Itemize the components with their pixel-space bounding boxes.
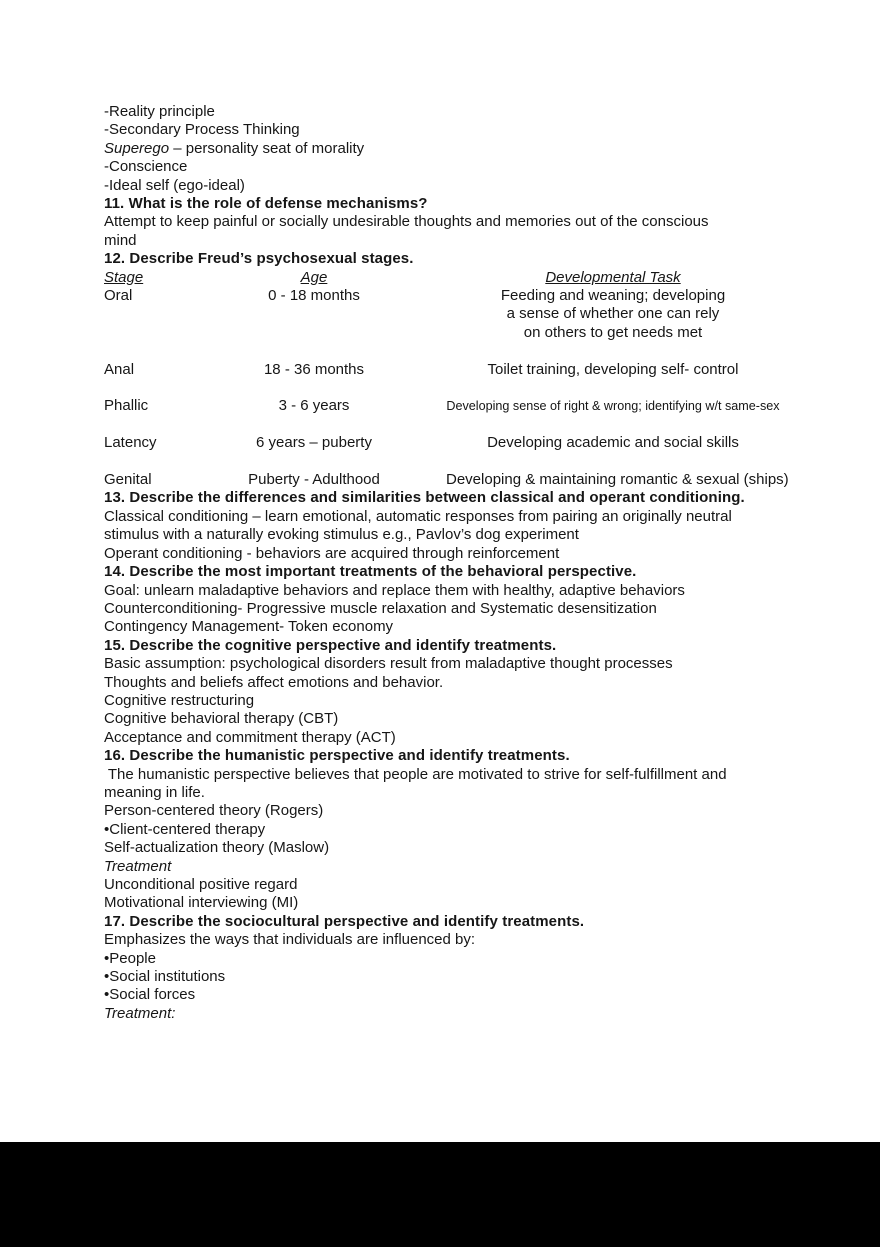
text-segment: -Conscience (104, 158, 188, 176)
age-cell: 0 - 18 months (268, 287, 360, 305)
task-line: Feeding and weaning; developing (500, 287, 726, 305)
answer-14-line-2 (104, 600, 780, 618)
text-segment: 13. Describe the differences and similarities between classical and operant conditioning. (104, 489, 745, 507)
answer-13-line-2 (104, 526, 780, 544)
column-header-age (234, 269, 394, 287)
text-segment: -Ideal self (ego-ideal) (104, 176, 245, 194)
text-segment: meaning in life. (104, 783, 205, 801)
question-12-heading (104, 250, 780, 268)
task-cell (394, 397, 780, 415)
answer-17-bullet-social-institutions (104, 968, 780, 986)
task-line: Developing sense of right & wrong; identifying w/t same-sex (446, 399, 780, 414)
question-13-heading (104, 489, 780, 507)
text-segment: Contingency Management- Token economy (104, 618, 394, 636)
text-segment: -Secondary Process Thinking (104, 121, 300, 139)
answer-16-line-2 (104, 784, 780, 802)
answer-16-bullet-client-centered (104, 821, 780, 839)
text-segment: 17. Describe the sociocultural perspective and identify treatments. (104, 912, 585, 930)
task-line: Developing academic and social skills (487, 434, 739, 452)
task-line: Developing & maintaining romantic & sexual (ships) (446, 471, 789, 489)
id-note-reality-principle (104, 103, 780, 121)
stage-cell: Latency (104, 434, 157, 452)
age-cell: 3 - 6 years (278, 397, 350, 415)
answer-17-treatment-label (104, 1005, 780, 1023)
text-segment: – personality seat of morality (169, 139, 365, 157)
answer-15-line-4 (104, 710, 780, 728)
table-header-row (104, 269, 780, 287)
text-segment: The humanistic perspective believes that people are motivated to strive for self-fulfillment and (104, 765, 727, 783)
text-segment: Attempt to keep painful or socially undesirable thoughts and memories out of the conscious (104, 213, 709, 231)
answer-17-bullet-people (104, 950, 780, 968)
column-header-label: Developmental Task (545, 268, 681, 286)
superego-note-conscience (104, 158, 780, 176)
text-segment: •Client-centered therapy (104, 820, 266, 838)
stage-cell: Anal (104, 360, 135, 378)
text-segment: Motivational interviewing (MI) (104, 894, 299, 912)
table-row (104, 287, 780, 342)
age-cell: 6 years – puberty (256, 434, 372, 452)
task-cell (394, 287, 780, 342)
text-segment: Classical conditioning – learn emotional, automatic responses from pairing an originally neutral (104, 507, 732, 525)
text-segment: 16. Describe the humanistic perspective and identify treatments. (104, 747, 570, 765)
question-17-heading (104, 913, 780, 931)
column-header-label: Age (300, 268, 328, 286)
answer-13-line-1 (104, 508, 780, 526)
answer-16-line-7 (104, 876, 780, 894)
text-segment: Goal: unlearn maladaptive behaviors and replace them with healthy, adaptive behaviors (104, 581, 685, 599)
text-segment: Treatment: (104, 1004, 176, 1022)
text-segment: Cognitive restructuring (104, 691, 255, 709)
answer-15-line-1 (104, 655, 780, 673)
question-16-heading (104, 747, 780, 765)
text-segment: Basic assumption: psychological disorders result from maladaptive thought processes (104, 655, 673, 673)
age-cell: 18 - 36 months (263, 360, 365, 378)
text-segment: Superego (104, 139, 170, 157)
column-header-developmental-task (394, 269, 780, 287)
answer-13-line-3 (104, 545, 780, 563)
answer-16-line-8 (104, 894, 780, 912)
answer-16-line-1 (104, 766, 780, 784)
question-15-heading (104, 637, 780, 655)
stage-cell: Oral (104, 287, 133, 305)
answer-14-line-3 (104, 618, 780, 636)
task-line: Toilet training, developing self- control (487, 360, 739, 378)
answer-16-treatment-label (104, 858, 780, 876)
answer-14-line-1 (104, 582, 780, 600)
answer-11-line-2 (104, 232, 780, 250)
task-line: a sense of whether one can rely (506, 305, 720, 323)
id-note-secondary-process (104, 121, 780, 139)
text-segment: Self-actualization theory (Maslow) (104, 839, 330, 857)
superego-definition (104, 140, 780, 158)
table-row (104, 471, 789, 489)
answer-15-line-5 (104, 729, 780, 747)
psychosexual-stages-table (104, 268, 789, 490)
text-segment: Treatment (104, 857, 172, 875)
table-row (104, 397, 780, 415)
text-segment: 11. What is the role of defense mechanisms? (104, 195, 428, 213)
task-cell (394, 434, 780, 452)
task-cell (394, 471, 789, 489)
text-segment: Counterconditioning- Progressive muscle relaxation and Systematic desensitization (104, 599, 657, 617)
column-header-label: Stage (104, 268, 144, 286)
answer-11-line-1 (104, 213, 780, 231)
text-segment: -Reality principle (104, 103, 215, 120)
answer-17-bullet-social-forces (104, 986, 780, 1004)
text-segment: Unconditional positive regard (104, 876, 298, 893)
question-14-heading (104, 563, 780, 581)
text-segment: •Social forces (104, 986, 196, 1004)
text-segment: Cognitive behavioral therapy (CBT) (104, 710, 339, 728)
table-row (104, 361, 780, 379)
stage-cell: Genital (104, 471, 152, 489)
document-content (104, 103, 789, 1023)
text-segment: •Social institutions (104, 968, 226, 986)
age-cell: Puberty - Adulthood (248, 471, 380, 489)
superego-note-ideal-self (104, 177, 780, 195)
text-segment: 14. Describe the most important treatments of the behavioral perspective. (104, 563, 637, 581)
column-header-stage (104, 269, 234, 287)
task-cell (394, 361, 780, 379)
text-segment: Operant conditioning - behaviors are acquired through reinforcement (104, 544, 560, 562)
task-line: on others to get needs met (523, 323, 703, 341)
text-segment: Person-centered theory (Rogers) (104, 802, 324, 820)
stage-cell: Phallic (104, 397, 149, 415)
text-segment: Acceptance and commitment therapy (ACT) (104, 728, 396, 746)
answer-15-line-3 (104, 692, 780, 710)
text-segment: Emphasizes the ways that individuals are influenced by: (104, 931, 476, 949)
text-segment: 15. Describe the cognitive perspective and identify treatments. (104, 636, 557, 654)
answer-16-line-3 (104, 802, 780, 820)
answer-17-line-1 (104, 931, 780, 949)
answer-15-line-2 (104, 674, 780, 692)
text-segment: stimulus with a naturally evoking stimulus e.g., Pavlov’s dog experiment (104, 526, 579, 544)
text-segment: 12. Describe Freud’s psychosexual stages. (104, 250, 414, 268)
text-segment: mind (104, 231, 137, 249)
text-segment: Thoughts and beliefs affect emotions and behavior. (104, 673, 444, 691)
answer-16-line-5 (104, 839, 780, 857)
scan-bottom-black-bar (0, 1142, 880, 1247)
table-row (104, 434, 780, 452)
text-segment: •People (104, 949, 156, 967)
question-11-heading (104, 195, 780, 213)
